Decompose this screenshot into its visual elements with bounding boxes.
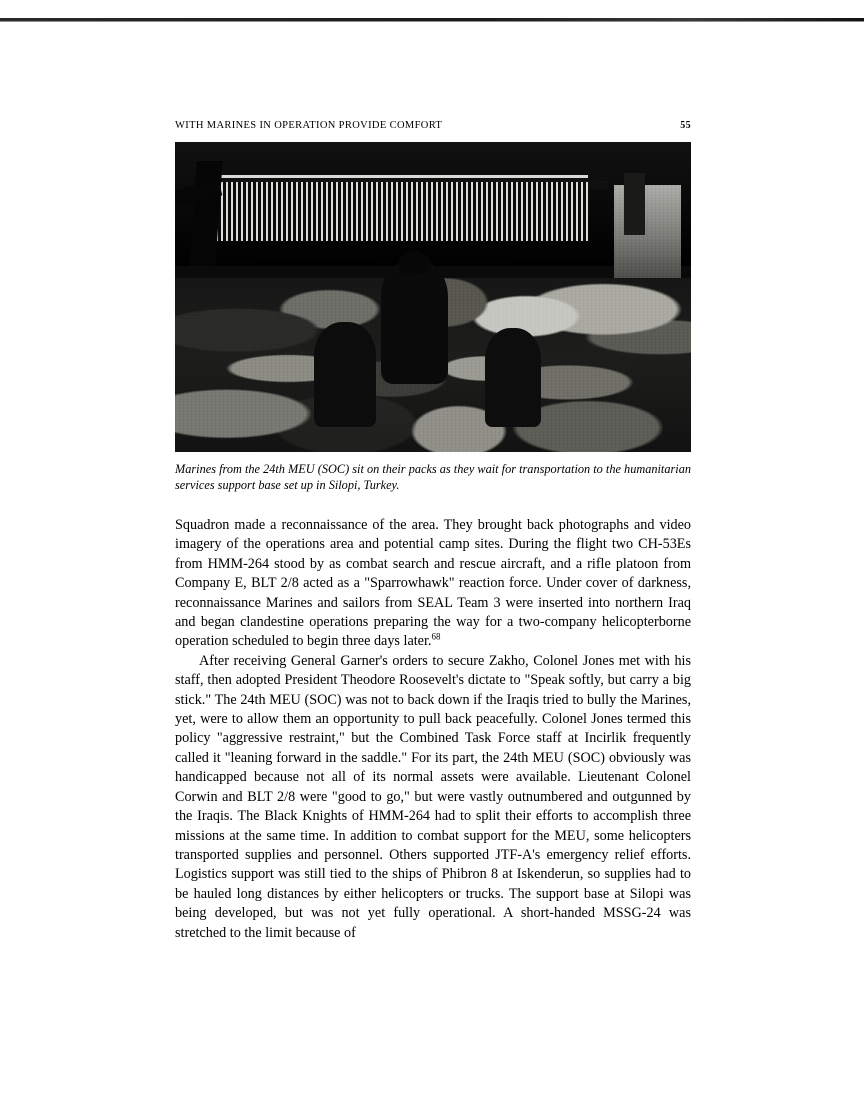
figure-caption: Marines from the 24th MEU (SOC) sit on their packs as they wait for transportation to the humanitarian services support base set up in Silopi, Turkey. — [175, 462, 691, 492]
page-number: 55 — [680, 120, 691, 131]
photo-image — [175, 142, 691, 452]
footnote-marker-68: 68 — [431, 631, 441, 642]
running-head — [175, 120, 691, 131]
body-text — [175, 516, 691, 943]
paragraph-1-text: Squadron made a reconnaissance of the area. They brought back photographs and video imagery of the operations area and potential camp sites. During the flight two CH-53Es from HMM-264 stood by as combat search and rescue aircraft, and a rifle platoon from Company E, BLT 2/8 acted as a "Sparrowhawk" reaction force. Under cover of darkness, reconnaissance Marines and sailors from SEAL Team 3 were inserted into northern Iraq and began clandestine operations preparing the way for a two-company helicopterborne operation scheduled to begin three days later. — [175, 517, 691, 650]
paragraph-2: After receiving General Garner's orders to secure Zakho, Colonel Jones met with his staff, then adopted President Theodore Roosevelt's dictate to "Speak softly, but carry a big stick." The 24th MEU (SOC) was not to back down if the Iraqis tried to bully the Marines, yet, were to allow them an opportunity to pull back peacefully. Colonel Jones termed this policy "aggressive restraint," but the Combined Task Force staff at Incirlik frequently called it "leaning forward in the saddle." For its part, the 24th MEU (SOC) obviously was handicapped because not all of its normal assets were available. Lieutenant Colonel Corwin and BLT 2/8 were "good to go," but were vastly outnumbered and outgunned by the Iraqis. The Black Knights of HMM-264 had to split their efforts to accomplish three missions at the same time. In addition to combat support for the MEU, some helicopters transported supplies and personnel. Others supported JTF-A's emergency relief efforts. Logistics support was still tied to the ships of Phibron 8 at Iskenderun, so supplies had to be hauled long distances by either helicopters or trucks. The support base at Silopi was being developed, but was not yet fully operational. A short-handed MSSG-24 was stretched to the limit because of — [175, 652, 691, 941]
figure-photo — [175, 142, 691, 452]
paragraph-continued — [175, 516, 691, 652]
page-content — [175, 120, 691, 943]
running-head-title: WITH MARINES IN OPERATION PROVIDE COMFORT — [175, 120, 443, 131]
photo-halftone-grain — [175, 142, 691, 452]
